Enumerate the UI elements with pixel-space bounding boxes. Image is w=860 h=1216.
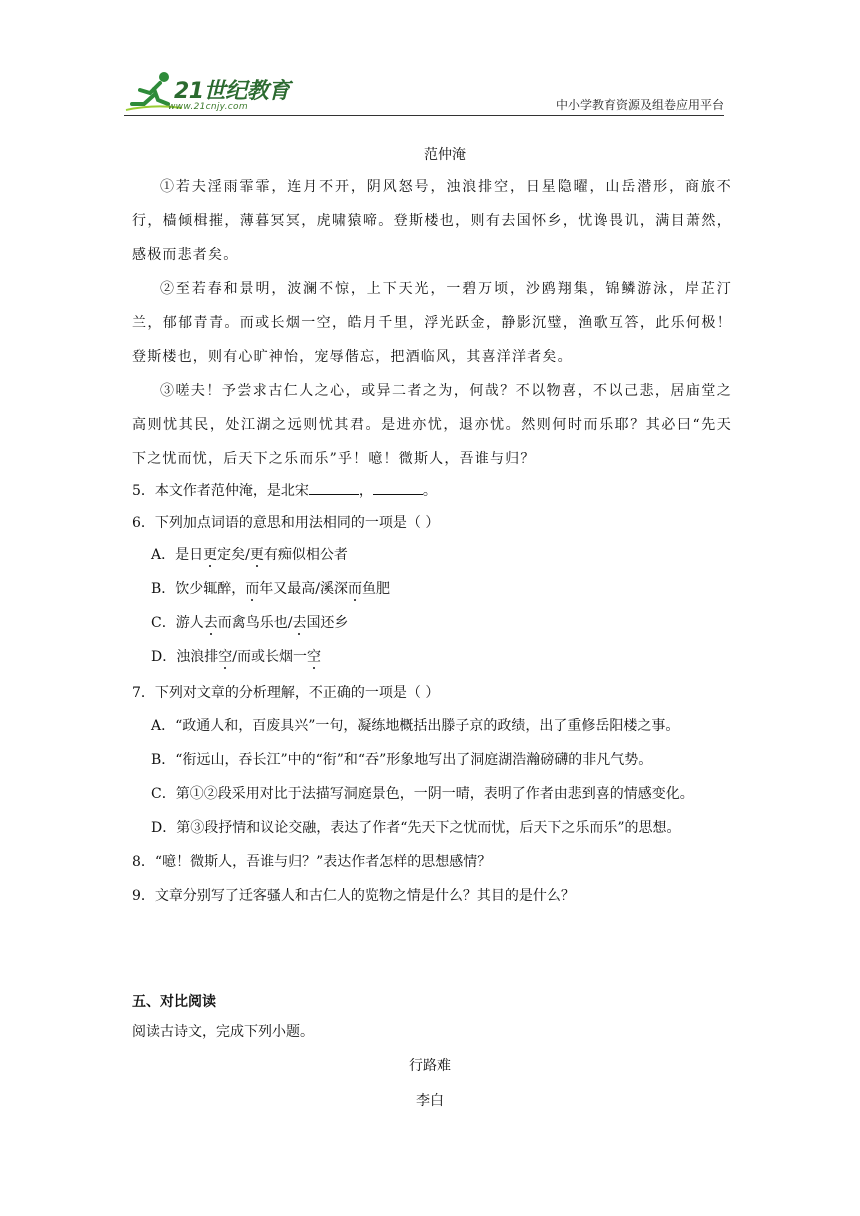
passage-paragraph-1: ①若夫淫雨霏霏，连月不开，阴风怒号，浊浪排空，日星隐曜，山岳潜形，商旅不行，樯倾楫摧，薄暮冥冥，虎啸猿啼。登斯楼也，则有去国怀乡，忧谗畏讥，满目萧然，感极而悲者矣。 <box>132 179 732 263</box>
option-text: 国还乡 <box>306 615 349 631</box>
option-text: 而禽鸟乐也/ <box>217 615 293 631</box>
header-divider <box>124 115 724 116</box>
dotted-word: 而 <box>348 581 363 597</box>
question-7-option-c[interactable]: C．第①②段采用对比于法描写洞庭景色，一阴一晴，表明了作者由悲到喜的情感变化。 <box>151 786 694 802</box>
logo-url: www.21cnjy.com <box>168 102 248 112</box>
dotted-word: 更 <box>203 547 218 563</box>
logo <box>124 68 294 116</box>
section-heading: 五、对比阅读 <box>132 994 216 1010</box>
option-text: A．是日 <box>151 547 204 563</box>
answer-blank[interactable] <box>309 480 359 495</box>
passage-author: 范仲淹 <box>424 147 466 163</box>
question-6-option-b[interactable] <box>151 579 390 599</box>
section-intro: 阅读古诗文，完成下列小题。 <box>132 1024 314 1040</box>
answer-blank[interactable] <box>373 480 423 495</box>
question-6-option-d[interactable] <box>151 647 321 667</box>
passage-paragraph-2: ②至若春和景明，波澜不惊，上下天光，一碧万顷，沙鸥翔集，锦鳞游泳，岸芷汀兰，郁郁青青。而或长烟一空，皓月千里，浮光跃金，静影沉璧，渔歌互答，此乐何极！登斯楼也，则有心旷神怡，宠辱偕忘，把酒临风，其喜洋洋者矣。 <box>132 281 732 365</box>
dotted-word: 空 <box>306 649 321 665</box>
dotted-word: 而 <box>245 581 260 597</box>
poem-author: 李白 <box>416 1093 444 1109</box>
question-6-option-a[interactable] <box>151 545 348 565</box>
dotted-word: 更 <box>249 547 264 563</box>
option-text: C．游人 <box>151 615 204 631</box>
option-text: 鱼肥 <box>362 581 391 597</box>
question-5-end: 。 <box>422 483 437 499</box>
question-7-option-a[interactable]: A．“政通人和，百废具兴”一句，凝练地概括出滕子京的政绩，出了重修岳阳楼之事。 <box>151 718 680 734</box>
platform-name: 中小学教育资源及组卷应用平台 <box>555 98 724 112</box>
option-text: D．浊浪排 <box>151 649 219 665</box>
question-9: 9．文章分别写了迁客骚人和古仁人的览物之情是什么？其目的是什么？ <box>132 888 575 904</box>
question-7: 7．下列对文章的分析理解，不正确的一项是（ ） <box>132 685 440 701</box>
logo-text: 21世纪教育 <box>174 79 290 104</box>
question-7-option-d[interactable]: D．第③段抒情和议论交融，表达了作者“先天下之忧而忧，后天下之乐而乐”的思想。 <box>151 820 681 836</box>
question-5 <box>132 480 437 501</box>
dotted-word: 空 <box>218 649 233 665</box>
question-7-option-b[interactable]: B．“衔远山，吞长江”中的“衔”和“吞”形象地写出了洞庭湖浩瀚磅礴的非凡气势。 <box>151 752 653 768</box>
question-5-text: 5．本文作者范仲淹，是北宋 <box>132 483 309 499</box>
question-5-sep: ， <box>358 483 373 499</box>
question-6-option-c[interactable] <box>151 613 348 633</box>
poem-title: 行路难 <box>409 1058 451 1074</box>
option-text: /而或长烟一 <box>232 649 307 665</box>
option-text: B．饮少辄醉， <box>151 581 246 597</box>
option-text: 定矣/ <box>217 547 250 563</box>
page-header <box>124 68 724 118</box>
dotted-word: 去 <box>203 615 218 631</box>
option-text: 有痴似相公者 <box>263 547 348 563</box>
question-6: 6．下列加点词语的意思和用法相同的一项是（ ） <box>132 515 440 531</box>
option-text: 年又最高/溪深 <box>259 581 349 597</box>
dotted-word: 去 <box>292 615 307 631</box>
passage-paragraph-3: ③嗟夫！予尝求古仁人之心，或异二者之为，何哉？不以物喜，不以己悲，居庙堂之高则忧其民，处江湖之远则忧其君。是进亦忧，退亦忧。然则何时而乐耶？其必曰“先天下之忧而忧，后天下之乐而乐”乎！噫！微斯人，吾谁与归？ <box>132 383 732 467</box>
question-8: 8．“噫！微斯人，吾谁与归？”表达作者怎样的思想感情？ <box>132 854 492 870</box>
